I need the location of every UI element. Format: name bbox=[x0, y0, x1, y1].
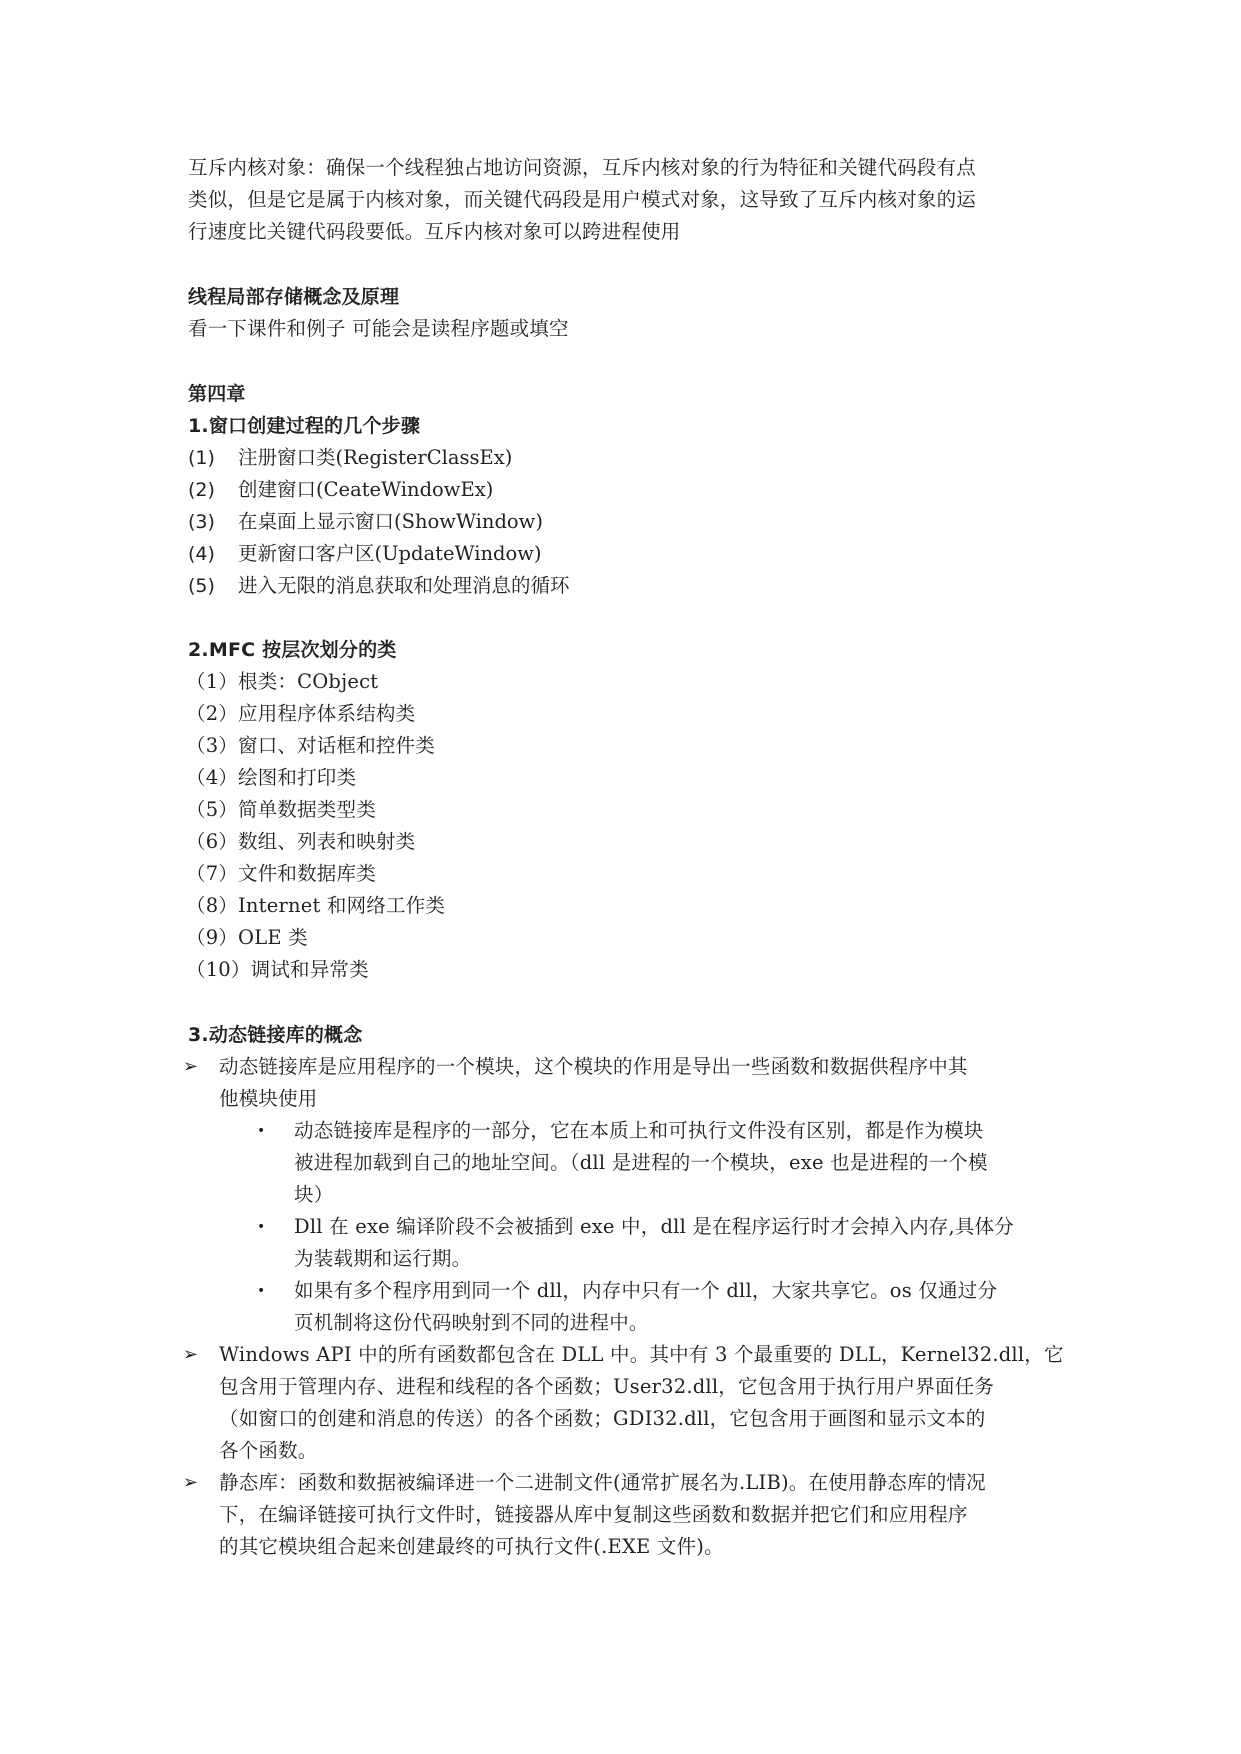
list-item: （1）根类：CObject bbox=[186, 670, 379, 693]
step-number: (2) bbox=[188, 479, 215, 501]
window-steps-heading: 1.窗口创建过程的几个步骤 bbox=[188, 415, 421, 437]
arrow-bullet-icon: ➢ bbox=[183, 1056, 199, 1077]
list-item: （6）数组、列表和映射类 bbox=[186, 830, 416, 853]
step-number: (3) bbox=[188, 511, 215, 533]
step-text: 更新窗口客户区(UpdateWindow) bbox=[238, 542, 542, 565]
arrow-bullet-icon: ➢ bbox=[183, 1472, 199, 1493]
dll-sub2-line-1: Dll 在 exe 编译阶段不会被插到 exe 中，dll 是在程序运行时才会掉入内存,具体分 bbox=[294, 1215, 1015, 1238]
list-item: （2）应用程序体系结构类 bbox=[186, 702, 416, 725]
bullet-dot-icon: • bbox=[257, 1283, 266, 1299]
list-item: （3）窗口、对话框和控件类 bbox=[186, 734, 436, 757]
dll-sub1-line-2: 被进程加载到自己的地址空间。（dll 是进程的一个模块，exe 也是进程的一个模 bbox=[294, 1151, 988, 1174]
dll-p2-line-4: 各个函数。 bbox=[219, 1439, 318, 1462]
bullet-dot-icon: • bbox=[257, 1123, 266, 1139]
mfc-heading: 2.MFC 按层次划分的类 bbox=[188, 639, 397, 661]
dll-p2-line-2: 包含用于管理内存、进程和线程的各个函数；User32.dll，它包含用于执行用户界面任务 bbox=[219, 1375, 995, 1398]
list-item: （8）Internet 和网络工作类 bbox=[186, 894, 446, 917]
dll-sub2-line-2: 为装载期和运行期。 bbox=[294, 1247, 472, 1270]
dll-p3-line-2: 下，在编译链接可执行文件时，链接器从库中复制这些函数和数据并把它们和应用程序 bbox=[219, 1503, 968, 1526]
step-text: 创建窗口(CeateWindowEx) bbox=[238, 478, 494, 501]
dll-sub3-line-2: 页机制将这份代码映射到不同的进程中。 bbox=[294, 1311, 649, 1334]
tls-text: 看一下课件和例子 可能会是读程序题或填空 bbox=[188, 317, 569, 340]
step-text: 注册窗口类(RegisterClassEx) bbox=[238, 446, 513, 469]
intro-line-3: 行速度比关键代码段要低。互斥内核对象可以跨进程使用 bbox=[188, 220, 681, 243]
dll-p1-line-2: 他模块使用 bbox=[219, 1087, 318, 1110]
dll-sub1-line-3: 块） bbox=[294, 1183, 334, 1206]
dll-sub1-line-1: 动态链接库是程序的一部分，它在本质上和可执行文件没有区别，都是作为模块 bbox=[294, 1119, 984, 1142]
step-text: 进入无限的消息获取和处理消息的循环 bbox=[238, 574, 570, 597]
dll-heading: 3.动态链接库的概念 bbox=[188, 1024, 363, 1046]
intro-line-2: 类似，但是它是属于内核对象，而关键代码段是用户模式对象，这导致了互斥内核对象的运 bbox=[188, 188, 977, 211]
step-text: 在桌面上显示窗口(ShowWindow) bbox=[238, 510, 543, 533]
dll-p2-line-3: （如窗口的创建和消息的传送）的各个函数；GDI32.dll，它包含用于画图和显示文本的 bbox=[219, 1407, 986, 1430]
step-number: (5) bbox=[188, 575, 215, 597]
step-number: (4) bbox=[188, 543, 215, 565]
dll-p3-line-3: 的其它模块组合起来创建最终的可执行文件(.EXE 文件)。 bbox=[219, 1535, 724, 1558]
step-number: (1) bbox=[188, 447, 215, 469]
tls-heading: 线程局部存储概念及原理 bbox=[188, 286, 400, 308]
list-item: （7）文件和数据库类 bbox=[186, 862, 376, 885]
dll-p2-line-1: Windows API 中的所有函数都包含在 DLL 中。其中有 3 个最重要的 DLL，Kernel32.dll，它 bbox=[219, 1343, 1064, 1366]
intro-line-1: 互斥内核对象：确保一个线程独占地访问资源，互斥内核对象的行为特征和关键代码段有点 bbox=[188, 156, 977, 179]
bullet-dot-icon: • bbox=[257, 1219, 266, 1235]
list-item: （5）简单数据类型类 bbox=[186, 798, 376, 821]
chapter-heading: 第四章 bbox=[188, 383, 246, 405]
list-item: （9）OLE 类 bbox=[186, 926, 308, 949]
dll-p1-line-1: 动态链接库是应用程序的一个模块，这个模块的作用是导出一些函数和数据供程序中其 bbox=[219, 1055, 968, 1078]
list-item: （4）绘图和打印类 bbox=[186, 766, 357, 789]
dll-p3-line-1: 静态库：函数和数据被编译进一个二进制文件(通常扩展名为.LIB)。在使用静态库的情况 bbox=[219, 1471, 986, 1494]
list-item: （10）调试和异常类 bbox=[186, 958, 369, 981]
arrow-bullet-icon: ➢ bbox=[183, 1344, 199, 1365]
dll-sub3-line-1: 如果有多个程序用到同一个 dll，内存中只有一个 dll，大家共享它。os 仅通过分 bbox=[294, 1279, 998, 1302]
